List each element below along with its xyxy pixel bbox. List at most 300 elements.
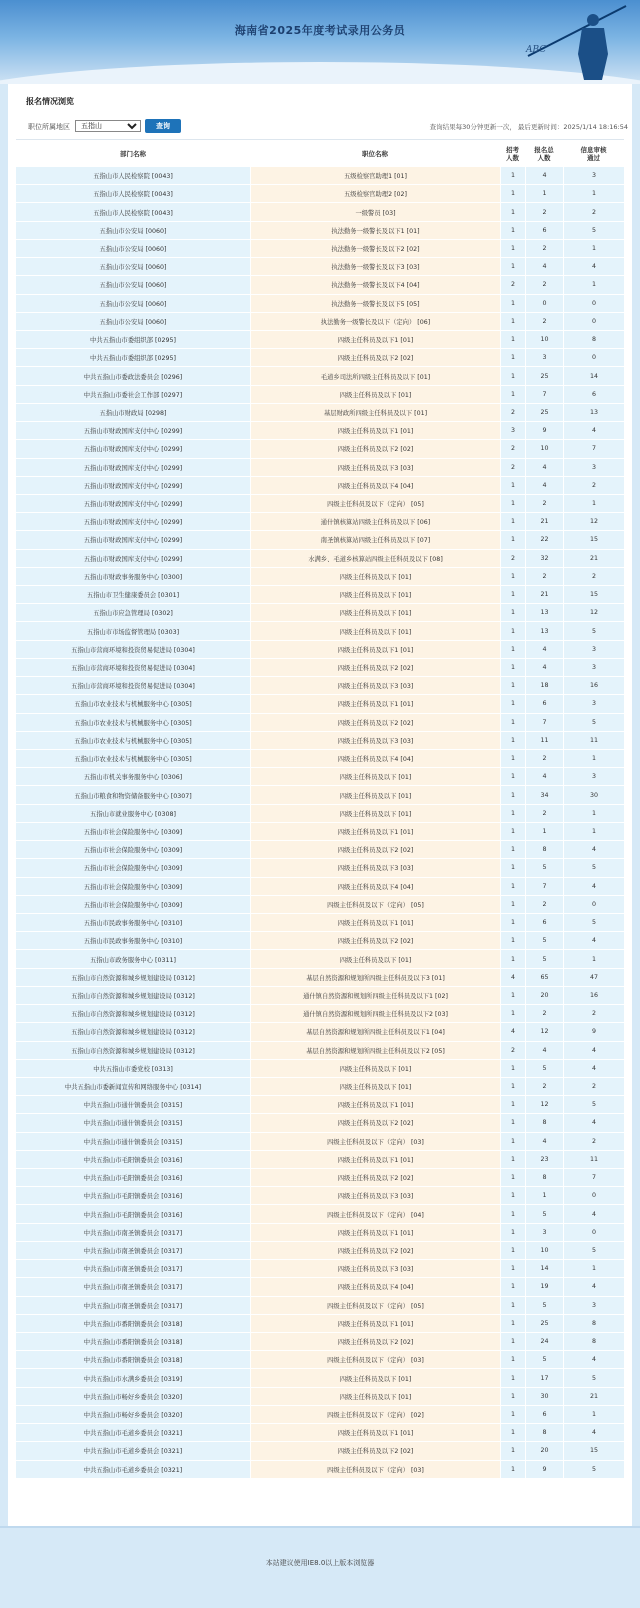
position-cell: 四级主任科员及以下2 [02]: [250, 1442, 500, 1460]
table-row: [16, 1388, 624, 1406]
quota-cell: 1: [500, 1151, 525, 1169]
table-row: [16, 1424, 624, 1442]
table-row: [16, 331, 624, 349]
position-cell: 四级主任科员及以下1 [01]: [250, 1224, 500, 1242]
query-button[interactable]: 查询: [145, 119, 181, 133]
applicants-cell: 2: [525, 568, 563, 586]
applicants-cell: 6: [525, 1406, 563, 1424]
applicants-cell: 5: [525, 1205, 563, 1223]
quota-cell: 1: [500, 1205, 525, 1223]
applicants-cell: 20: [525, 1442, 563, 1460]
col-header-position: 职位名称: [250, 143, 500, 167]
department-cell: 五指山市社会保险服务中心 [0309]: [16, 859, 250, 877]
approved-cell: 21: [563, 1388, 624, 1406]
quota-cell: 1: [500, 367, 525, 385]
table-row: [16, 531, 624, 549]
table-row: [16, 604, 624, 622]
position-cell: 执法勤务一级警长及以下2 [02]: [250, 240, 500, 258]
table-row: [16, 1224, 624, 1242]
quota-cell: 1: [500, 513, 525, 531]
department-cell: 五指山市公安局 [0060]: [16, 258, 250, 276]
applicants-cell: 8: [525, 1424, 563, 1442]
approved-cell: 3: [563, 167, 624, 185]
quota-cell: 1: [500, 604, 525, 622]
approved-cell: 4: [563, 841, 624, 859]
position-cell: 四级主任科员及以下1 [01]: [250, 422, 500, 440]
table-row: [16, 1242, 624, 1260]
department-cell: 五指山市社会保险服务中心 [0309]: [16, 896, 250, 914]
department-cell: 五指山市营商环境和投资贸易促进局 [0304]: [16, 659, 250, 677]
department-cell: 中共五指山市畅好乡委员会 [0320]: [16, 1406, 250, 1424]
department-cell: 五指山市财政国库支付中心 [0299]: [16, 422, 250, 440]
department-cell: 中共五指山市南圣镇委员会 [0317]: [16, 1260, 250, 1278]
table-row: [16, 786, 624, 804]
applicants-cell: 4: [525, 1133, 563, 1151]
department-cell: 中共五指山市南圣镇委员会 [0317]: [16, 1224, 250, 1242]
applicants-cell: 6: [525, 222, 563, 240]
approved-cell: 1: [563, 495, 624, 513]
approved-cell: 4: [563, 1060, 624, 1078]
approved-cell: 2: [563, 1078, 624, 1096]
position-cell: 四级主任科员及以下2 [02]: [250, 1169, 500, 1187]
position-cell: 四级主任科员及以下 [01]: [250, 568, 500, 586]
quota-cell: 1: [500, 1133, 525, 1151]
approved-cell: 4: [563, 1114, 624, 1132]
approved-cell: 8: [563, 331, 624, 349]
department-cell: 中共五指山市毛阳镇委员会 [0316]: [16, 1187, 250, 1205]
quota-cell: 1: [500, 586, 525, 604]
applicants-cell: 8: [525, 841, 563, 859]
approved-cell: 12: [563, 604, 624, 622]
applicants-cell: 7: [525, 386, 563, 404]
applicants-cell: 5: [525, 932, 563, 950]
table-row: [16, 1351, 624, 1369]
approved-cell: 1: [563, 1260, 624, 1278]
applicants-cell: 9: [525, 1461, 563, 1479]
position-cell: 通什镇核算站四级主任科员及以下 [06]: [250, 513, 500, 531]
table-row: [16, 1060, 624, 1078]
department-cell: 中共五指山市畅好乡委员会 [0320]: [16, 1388, 250, 1406]
applicants-cell: 7: [525, 878, 563, 896]
table-row: [16, 185, 624, 203]
department-cell: 中共五指山市通什镇委员会 [0315]: [16, 1133, 250, 1151]
quota-cell: 1: [500, 167, 525, 185]
approved-cell: 6: [563, 386, 624, 404]
approved-cell: 3: [563, 459, 624, 477]
department-cell: 五指山市社会保险服务中心 [0309]: [16, 823, 250, 841]
position-cell: 四级主任科员及以下2 [02]: [250, 349, 500, 367]
approved-cell: 47: [563, 969, 624, 987]
department-cell: 五指山市人民检察院 [0043]: [16, 185, 250, 203]
quota-cell: 1: [500, 950, 525, 968]
approved-cell: 2: [563, 568, 624, 586]
position-cell: 五级检察官助理1 [01]: [250, 167, 500, 185]
department-cell: 中共五指山市委社会工作部 [0297]: [16, 386, 250, 404]
quota-cell: 4: [500, 969, 525, 987]
position-cell: 四级主任科员及以下1 [01]: [250, 641, 500, 659]
quota-cell: 4: [500, 1023, 525, 1041]
table-row: [16, 695, 624, 713]
applicants-cell: 25: [525, 1315, 563, 1333]
department-cell: 五指山市民政事务服务中心 [0310]: [16, 914, 250, 932]
position-cell: 四级主任科员及以下（定向） [03]: [250, 1133, 500, 1151]
applicants-cell: 12: [525, 1023, 563, 1041]
quota-cell: 1: [500, 185, 525, 203]
quota-cell: 1: [500, 295, 525, 313]
quota-cell: 1: [500, 240, 525, 258]
table-row: [16, 568, 624, 586]
approved-cell: 2: [563, 1133, 624, 1151]
approved-cell: 4: [563, 932, 624, 950]
position-cell: 执法勤务一级警长及以下1 [01]: [250, 222, 500, 240]
position-cell: 四级主任科员及以下 [01]: [250, 1078, 500, 1096]
position-cell: 四级主任科员及以下4 [04]: [250, 1278, 500, 1296]
last-update-text: 最后更新时间：2025/1/14 18:16:54: [517, 123, 628, 131]
applicants-cell: 5: [525, 1297, 563, 1315]
department-cell: 五指山市自然资源和城乡规划建设局 [0312]: [16, 1042, 250, 1060]
quota-cell: 2: [500, 440, 525, 458]
department-cell: 中共五指山市通什镇委员会 [0315]: [16, 1114, 250, 1132]
table-row: [16, 896, 624, 914]
table-row: [16, 349, 624, 367]
position-cell: 基层财政所四级主任科员及以下 [01]: [250, 404, 500, 422]
applicants-cell: 4: [525, 258, 563, 276]
applicants-cell: 5: [525, 1351, 563, 1369]
department-cell: 五指山市公安局 [0060]: [16, 276, 250, 294]
department-cell: 五指山市财政国库支付中心 [0299]: [16, 495, 250, 513]
approved-cell: 4: [563, 1424, 624, 1442]
position-cell: 四级主任科员及以下（定向） [05]: [250, 896, 500, 914]
table-row: [16, 495, 624, 513]
approved-cell: 3: [563, 1297, 624, 1315]
department-cell: 五指山市人民检察院 [0043]: [16, 167, 250, 185]
applicants-cell: 0: [525, 295, 563, 313]
table-row: [16, 1133, 624, 1151]
position-cell: 四级主任科员及以下3 [03]: [250, 859, 500, 877]
quota-cell: 1: [500, 477, 525, 495]
quota-cell: 3: [500, 422, 525, 440]
approved-cell: 2: [563, 1005, 624, 1023]
applicants-cell: 2: [525, 495, 563, 513]
quota-cell: 1: [500, 1278, 525, 1296]
department-cell: 五指山市财政国库支付中心 [0299]: [16, 477, 250, 495]
applicants-cell: 17: [525, 1369, 563, 1387]
approved-cell: 9: [563, 1023, 624, 1041]
table-row: [16, 386, 624, 404]
table-row: [16, 550, 624, 568]
site-header: [0, 0, 640, 84]
applicants-cell: 3: [525, 1224, 563, 1242]
approved-cell: 4: [563, 1042, 624, 1060]
approved-cell: 30: [563, 786, 624, 804]
approved-cell: 5: [563, 1242, 624, 1260]
approved-cell: 0: [563, 295, 624, 313]
applicants-cell: 4: [525, 459, 563, 477]
quota-cell: 1: [500, 203, 525, 221]
approved-cell: 7: [563, 440, 624, 458]
position-cell: 四级主任科员及以下3 [03]: [250, 1260, 500, 1278]
update-frequency-text: 查询结果每30分钟更新一次，: [429, 123, 516, 131]
department-cell: 中共五指山市南圣镇委员会 [0317]: [16, 1297, 250, 1315]
table-row: [16, 203, 624, 221]
table-row: [16, 823, 624, 841]
quota-cell: 1: [500, 1333, 525, 1351]
content-panel: [8, 84, 632, 1526]
quota-cell: 1: [500, 1114, 525, 1132]
department-cell: 中共五指山市委组织部 [0295]: [16, 331, 250, 349]
quota-cell: 1: [500, 1060, 525, 1078]
position-cell: 南圣镇核算站四级主任科员及以下 [07]: [250, 531, 500, 549]
position-cell: 四级主任科员及以下 [01]: [250, 768, 500, 786]
table-row: [16, 1023, 624, 1041]
quota-cell: 1: [500, 386, 525, 404]
applicants-cell: 5: [525, 1060, 563, 1078]
quota-cell: 1: [500, 1096, 525, 1114]
table-row: [16, 950, 624, 968]
position-cell: 执法勤务一级警长及以下3 [03]: [250, 258, 500, 276]
applicants-cell: 2: [525, 896, 563, 914]
department-cell: 中共五指山市南圣镇委员会 [0317]: [16, 1242, 250, 1260]
department-cell: 中共五指山市毛道乡委员会 [0321]: [16, 1461, 250, 1479]
department-cell: 中共五指山市委政法委员会 [0296]: [16, 367, 250, 385]
approved-cell: 7: [563, 1169, 624, 1187]
department-cell: 五指山市公安局 [0060]: [16, 222, 250, 240]
department-cell: 五指山市农业技术与机械服务中心 [0305]: [16, 750, 250, 768]
department-cell: 五指山市卫生健康委员会 [0301]: [16, 586, 250, 604]
col-header-department: 部门名称: [16, 143, 250, 167]
approved-cell: 21: [563, 550, 624, 568]
position-cell: 四级主任科员及以下 [01]: [250, 604, 500, 622]
position-cell: 执法勤务一级警长及以下（定向） [06]: [250, 313, 500, 331]
applicants-cell: 12: [525, 1096, 563, 1114]
table-row: [16, 750, 624, 768]
department-cell: 中共五指山市委新闻宣传和网络服务中心 [0314]: [16, 1078, 250, 1096]
position-cell: 基层自然资源和规划所四级主任科员及以下2 [05]: [250, 1042, 500, 1060]
quota-cell: 1: [500, 1005, 525, 1023]
quota-cell: 1: [500, 258, 525, 276]
quota-cell: 1: [500, 714, 525, 732]
approved-cell: 2: [563, 203, 624, 221]
applicants-cell: 4: [525, 167, 563, 185]
col-header-approved: 信息审核 通过: [563, 143, 624, 167]
position-cell: 四级主任科员及以下3 [03]: [250, 1187, 500, 1205]
applicants-cell: 6: [525, 695, 563, 713]
quota-cell: 1: [500, 222, 525, 240]
quota-cell: 1: [500, 641, 525, 659]
quota-cell: 2: [500, 276, 525, 294]
quota-cell: 1: [500, 896, 525, 914]
applicants-cell: 10: [525, 1242, 563, 1260]
table-row: [16, 1461, 624, 1479]
approved-cell: 5: [563, 859, 624, 877]
approved-cell: 1: [563, 240, 624, 258]
department-cell: 五指山市自然资源和城乡规划建设局 [0312]: [16, 1023, 250, 1041]
site-footer: [0, 1526, 640, 1608]
department-cell: 五指山市农业技术与机械服务中心 [0305]: [16, 732, 250, 750]
table-row: [16, 641, 624, 659]
approved-cell: 5: [563, 622, 624, 640]
approved-cell: 1: [563, 750, 624, 768]
approved-cell: 0: [563, 1224, 624, 1242]
department-cell: 中共五指山市毛道乡委员会 [0321]: [16, 1424, 250, 1442]
quota-cell: 1: [500, 1169, 525, 1187]
table-row: [16, 1442, 624, 1460]
quota-cell: 1: [500, 805, 525, 823]
applicants-cell: 30: [525, 1388, 563, 1406]
position-cell: 四级主任科员及以下1 [01]: [250, 695, 500, 713]
table-row: [16, 1333, 624, 1351]
table-row: [16, 677, 624, 695]
applicants-cell: 1: [525, 185, 563, 203]
quota-cell: 1: [500, 1187, 525, 1205]
applicants-cell: 2: [525, 276, 563, 294]
approved-cell: 1: [563, 276, 624, 294]
applicants-cell: 21: [525, 513, 563, 531]
quota-cell: 1: [500, 786, 525, 804]
applicants-cell: 2: [525, 805, 563, 823]
position-cell: 四级主任科员及以下4 [04]: [250, 750, 500, 768]
quota-cell: 1: [500, 568, 525, 586]
quota-cell: 1: [500, 914, 525, 932]
applicants-cell: 34: [525, 786, 563, 804]
table-row: [16, 1187, 624, 1205]
department-cell: 五指山市公安局 [0060]: [16, 240, 250, 258]
applicants-cell: 13: [525, 604, 563, 622]
approved-cell: 2: [563, 477, 624, 495]
approved-cell: 5: [563, 1461, 624, 1479]
table-row: [16, 1278, 624, 1296]
quota-cell: 1: [500, 841, 525, 859]
position-cell: 四级主任科员及以下2 [02]: [250, 714, 500, 732]
department-cell: 中共五指山市毛道乡委员会 [0321]: [16, 1442, 250, 1460]
position-cell: 四级主任科员及以下1 [01]: [250, 1424, 500, 1442]
position-cell: 毛道乡司法所四级主任科员及以下 [01]: [250, 367, 500, 385]
approved-cell: 5: [563, 222, 624, 240]
quota-cell: 1: [500, 1442, 525, 1460]
table-row: [16, 513, 624, 531]
position-cell: 通什镇自然资源和规划所四级主任科员及以下2 [03]: [250, 1005, 500, 1023]
applicants-cell: 2: [525, 203, 563, 221]
department-cell: 五指山市民政事务服务中心 [0310]: [16, 932, 250, 950]
quota-cell: 1: [500, 932, 525, 950]
table-body: [16, 167, 624, 1479]
table-row: [16, 932, 624, 950]
applicants-cell: 22: [525, 531, 563, 549]
approved-cell: 5: [563, 714, 624, 732]
table-row: [16, 1369, 624, 1387]
table-row: [16, 440, 624, 458]
quota-cell: 1: [500, 1260, 525, 1278]
position-cell: 四级主任科员及以下 [01]: [250, 805, 500, 823]
quota-cell: 1: [500, 1224, 525, 1242]
position-cell: 四级主任科员及以下3 [03]: [250, 677, 500, 695]
department-cell: 中共五指山市番阳镇委员会 [0318]: [16, 1315, 250, 1333]
applicants-cell: 10: [525, 440, 563, 458]
position-cell: 通什镇自然资源和规划所四级主任科员及以下1 [02]: [250, 987, 500, 1005]
quota-cell: 1: [500, 1078, 525, 1096]
position-cell: 基层自然资源和规划所四级主任科员及以下3 [01]: [250, 969, 500, 987]
position-cell: 四级主任科员及以下2 [02]: [250, 440, 500, 458]
applicants-cell: 5: [525, 950, 563, 968]
applicants-cell: 25: [525, 404, 563, 422]
department-cell: 五指山市政务服务中心 [0311]: [16, 950, 250, 968]
applicants-cell: 20: [525, 987, 563, 1005]
col-header-applicants: 报名总 人数: [525, 143, 563, 167]
department-cell: 中共五指山市毛阳镇委员会 [0316]: [16, 1151, 250, 1169]
quota-cell: 2: [500, 404, 525, 422]
position-cell: 四级主任科员及以下2 [02]: [250, 1114, 500, 1132]
approved-cell: 11: [563, 732, 624, 750]
approved-cell: 3: [563, 659, 624, 677]
applicants-cell: 10: [525, 331, 563, 349]
position-cell: 四级主任科员及以下 [01]: [250, 1369, 500, 1387]
position-cell: 四级主任科员及以下1 [01]: [250, 823, 500, 841]
department-cell: 五指山市人民检察院 [0043]: [16, 203, 250, 221]
table-row: [16, 240, 624, 258]
region-select[interactable]: [75, 120, 141, 132]
applicants-cell: 2: [525, 1005, 563, 1023]
position-cell: 四级主任科员及以下2 [02]: [250, 932, 500, 950]
department-cell: 五指山市农业技术与机械服务中心 [0305]: [16, 714, 250, 732]
applicants-cell: 24: [525, 1333, 563, 1351]
table-row: [16, 1315, 624, 1333]
table-row: [16, 222, 624, 240]
approved-cell: 1: [563, 185, 624, 203]
quota-cell: 1: [500, 1406, 525, 1424]
applicants-cell: 2: [525, 313, 563, 331]
quota-cell: 1: [500, 313, 525, 331]
applicants-cell: 2: [525, 750, 563, 768]
quota-cell: 1: [500, 768, 525, 786]
applicants-cell: 4: [525, 768, 563, 786]
approved-cell: 12: [563, 513, 624, 531]
approved-cell: 4: [563, 1278, 624, 1296]
applicants-cell: 21: [525, 586, 563, 604]
department-cell: 中共五指山市番阳镇委员会 [0318]: [16, 1351, 250, 1369]
approved-cell: 11: [563, 1151, 624, 1169]
department-cell: 五指山市公安局 [0060]: [16, 313, 250, 331]
quota-cell: 1: [500, 823, 525, 841]
approved-cell: 3: [563, 768, 624, 786]
position-cell: 四级主任科员及以下 [01]: [250, 586, 500, 604]
table-row: [16, 1078, 624, 1096]
table-row: [16, 295, 624, 313]
position-cell: 一级警员 [03]: [250, 203, 500, 221]
department-cell: 五指山市财政事务服务中心 [0300]: [16, 568, 250, 586]
quota-cell: 1: [500, 659, 525, 677]
approved-cell: 0: [563, 349, 624, 367]
applicants-cell: 8: [525, 1169, 563, 1187]
position-cell: 执法勤务一级警长及以下4 [04]: [250, 276, 500, 294]
position-cell: 四级主任科员及以下2 [02]: [250, 1242, 500, 1260]
quota-cell: 1: [500, 331, 525, 349]
position-cell: 四级主任科员及以下1 [01]: [250, 914, 500, 932]
position-cell: 四级主任科员及以下 [01]: [250, 386, 500, 404]
approved-cell: 13: [563, 404, 624, 422]
site-title: 海南省2025年度考试录用公务员: [234, 24, 406, 37]
table-row: [16, 1205, 624, 1223]
col-header-quota: 招考 人数: [500, 143, 525, 167]
approved-cell: 3: [563, 641, 624, 659]
quota-cell: 2: [500, 550, 525, 568]
department-cell: 五指山市农业技术与机械服务中心 [0305]: [16, 695, 250, 713]
department-cell: 中共五指山市委组织部 [0295]: [16, 349, 250, 367]
quota-cell: 1: [500, 695, 525, 713]
quota-cell: 1: [500, 1369, 525, 1387]
table-row: [16, 1042, 624, 1060]
department-cell: 中共五指山市水满乡委员会 [0319]: [16, 1369, 250, 1387]
quota-cell: 1: [500, 1315, 525, 1333]
